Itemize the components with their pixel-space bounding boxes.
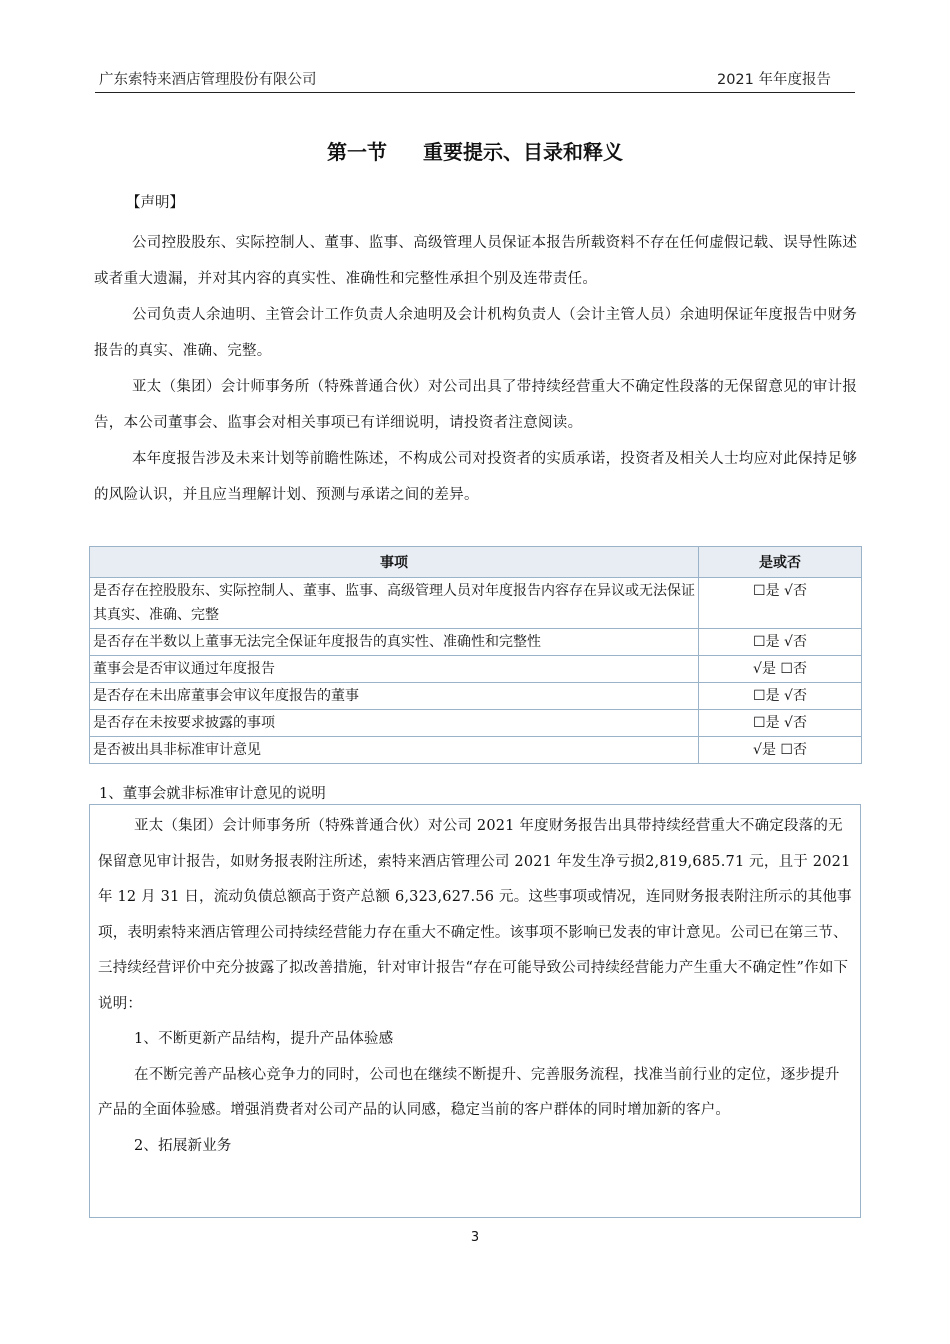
table-cell-item: 是否被出具非标准审计意见 [90, 737, 699, 764]
audit-paragraph: 1、不断更新产品结构，提升产品体验感 [134, 1031, 394, 1047]
section-name: 重要提示、目录和释义 [423, 140, 623, 164]
table-row [90, 710, 862, 737]
table-row [90, 629, 862, 656]
notice-paragraph: 公司负责人余迪明、主管会计工作负责人余迪明及会计机构负责人（会计主管人员）余迪明保证年度报告中财务报告的真实、准确、完整。 [94, 307, 858, 359]
audit-paragraph: 亚太（集团）会计师事务所（特殊普通合伙）对公司 2021 年度财务报告出具带持续经营重大不确定段落的无保留意见审计报告，如财务报表附注所述，索特来酒店管理公司 2021 年发生净亏损2,819,685.71 元，且于 2021 年 12 月 31 日，流动负债总额高于资产总额 6,323,627.56 元。这些事项或情况，连同财务报表附注所示的其他事项，表明索特来酒店管理公司持续经营能力存在重大不确定性。该事项不影响已发表的审计意见。公司已在第三节、三持续经营评价中充分披露了拟改善措施，针对审计报告“存在可能导致公司持续经营能力产生重大不确定性”作如下说明： [98, 818, 852, 1012]
header-report: 2021 年年度报告 [716, 72, 831, 88]
table-cell-item: 是否存在控股股东、实际控制人、董事、监事、高级管理人员对年度报告内容存在异议或无法保证其真实、准确、完整 [90, 578, 699, 629]
notice-paragraph: 本年度报告涉及未来计划等前瞻性陈述，不构成公司对投资者的实质承诺，投资者及相关人士均应对此保持足够的风险认识，并且应当理解计划、预测与承诺之间的差异。 [94, 451, 858, 503]
table-row [90, 578, 862, 629]
audit-paragraph: 2、拓展新业务 [134, 1137, 232, 1154]
table-row [90, 656, 862, 683]
table-cell-item: 董事会是否审议通过年度报告 [90, 656, 699, 683]
table-cell-answer: ☐是 √否 [699, 629, 862, 656]
disclosure-table [89, 546, 862, 764]
page-header [95, 68, 855, 93]
table-cell-answer: √是 ☐否 [699, 737, 862, 764]
table-header-item: 事项 [90, 547, 699, 578]
section-number: 第一节 [327, 140, 387, 164]
table-row [90, 737, 862, 764]
notice-paragraph: 亚太（集团）会计师事务所（特殊普通合伙）对公司出具了带持续经营重大不确定性段落的无保留意见的审计报告，本公司董事会、监事会对相关事项已有详细说明，请投资者注意阅读。 [94, 379, 858, 431]
table-cell-answer: ☐是 √否 [699, 710, 862, 737]
notice-paragraph: 公司控股股东、实际控制人、董事、监事、高级管理人员保证本报告所载资料不存在任何虚假记载、误导性陈述或者重大遗漏，并对其内容的真实性、准确性和完整性承担个别及连带责任。 [94, 235, 858, 287]
notice-heading: 【声明】 [126, 195, 184, 211]
table-cell-item: 是否存在未按要求披露的事项 [90, 710, 699, 737]
audit-heading: 1、董事会就非标准审计意见的说明 [99, 786, 326, 802]
table-header-answer: 是或否 [699, 547, 862, 578]
table-cell-answer: √是 ☐否 [699, 656, 862, 683]
table-cell-item: 是否存在半数以上董事无法完全保证年度报告的真实性、准确性和完整性 [90, 629, 699, 656]
audit-explanation-box [89, 804, 861, 1218]
section-title [0, 136, 950, 165]
audit-paragraph: 在不断完善产品核心竞争力的同时，公司也在继续不断提升、完善服务流程，找准当前行业的定位，逐步提升产品的全面体验感。增强消费者对公司产品的认同感，稳定当前的客户群体的同时增加新的客户。 [98, 1066, 840, 1118]
notice-paragraphs [94, 225, 862, 513]
table-cell-answer: ☐是 √否 [699, 683, 862, 710]
table-row [90, 683, 862, 710]
page-number: 3 [470, 1230, 480, 1245]
table-cell-answer: ☐是 √否 [699, 578, 862, 629]
header-company: 广东索特来酒店管理股份有限公司 [99, 72, 317, 88]
table-cell-item: 是否存在未出席董事会审议年度报告的董事 [90, 683, 699, 710]
